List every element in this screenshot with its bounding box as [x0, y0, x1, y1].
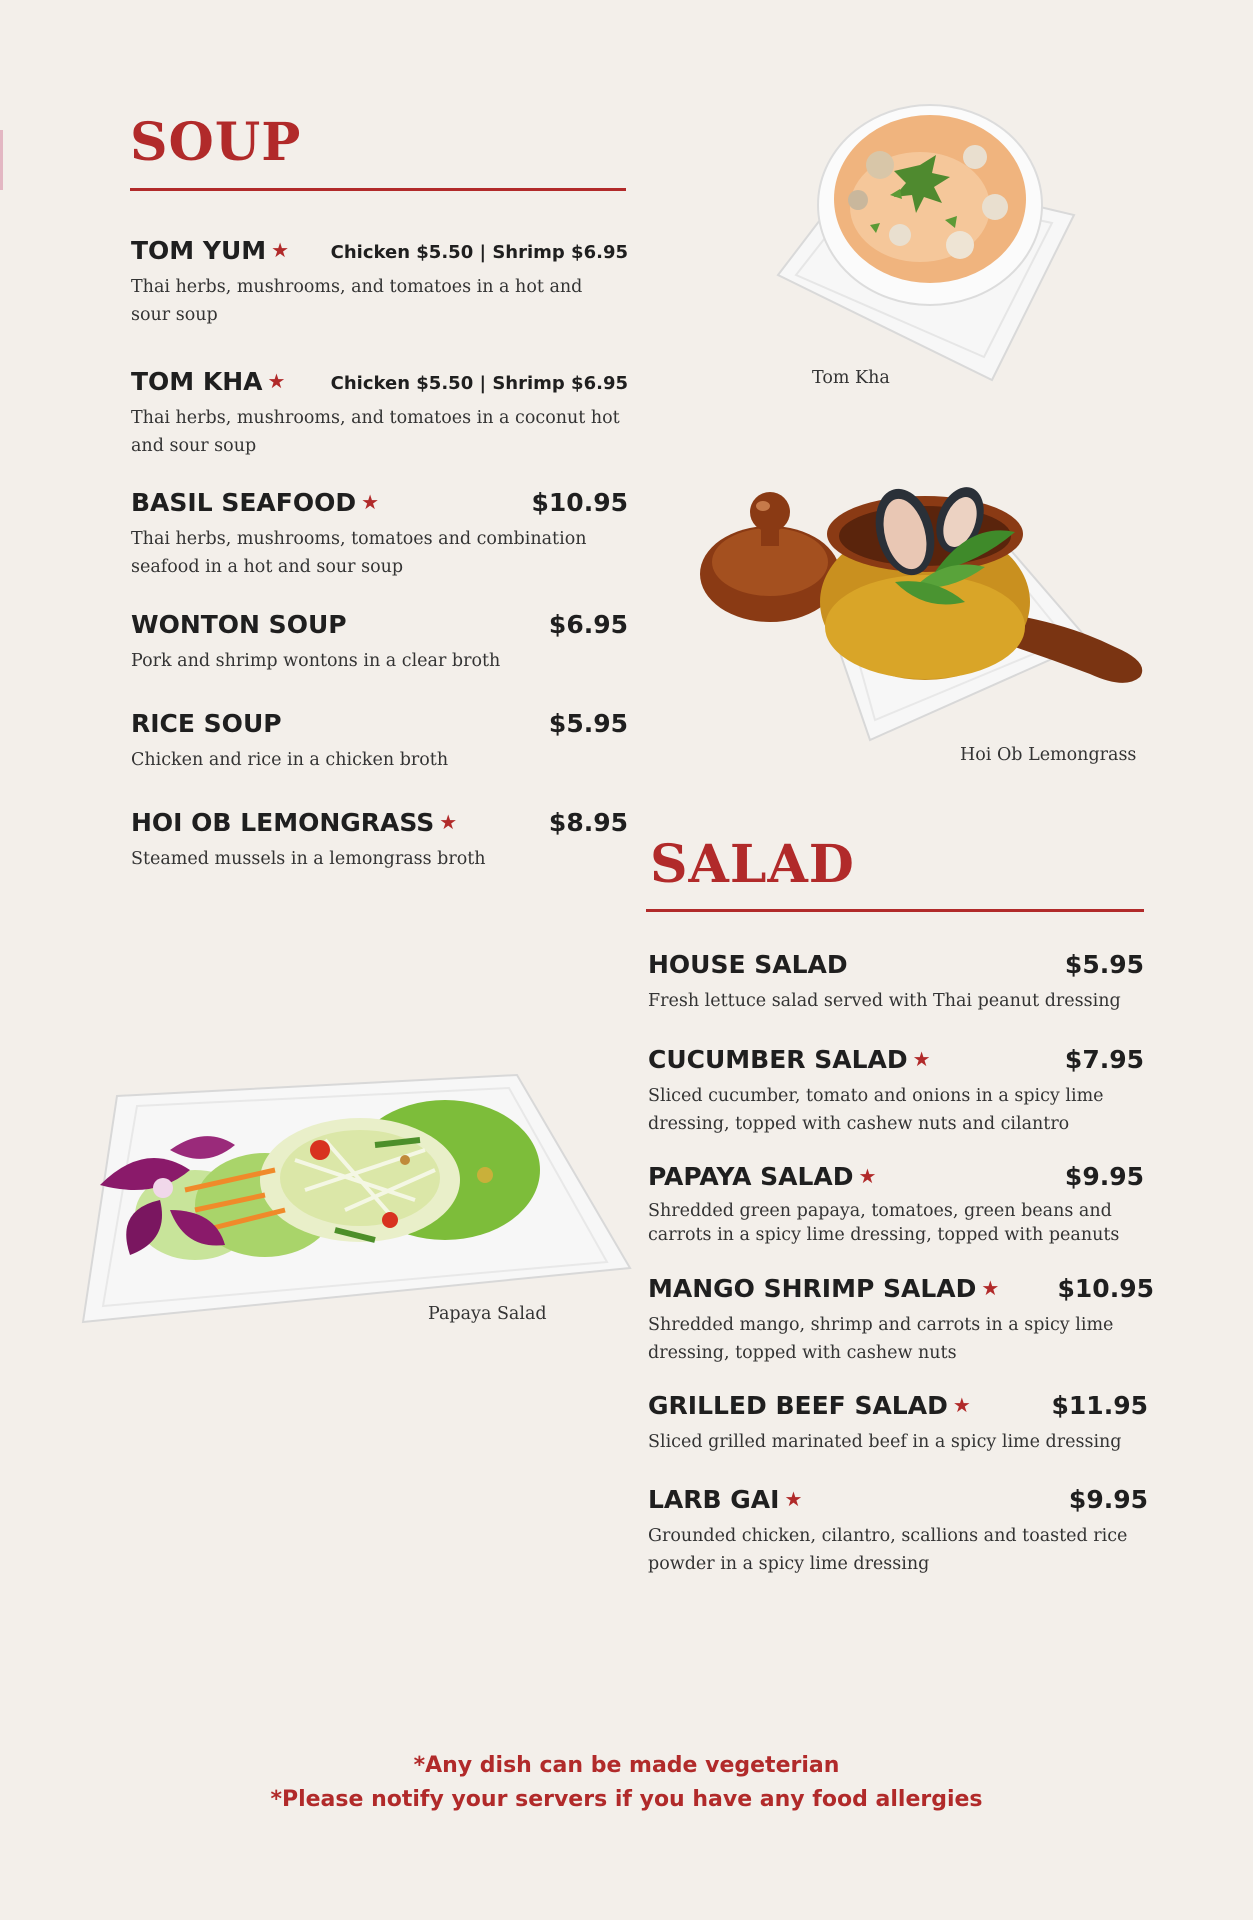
item-description: Pork and shrimp wontons in a clear broth	[131, 651, 501, 671]
item-price: Chicken $5.50 | Shrimp $6.95	[330, 373, 628, 394]
item-name: CUCUMBER SALAD	[648, 1045, 908, 1074]
item-price: $6.95	[548, 610, 628, 639]
item-description: Shredded mango, shrimp and carrots in a spicy lime dressing, topped with cashew nuts	[648, 1315, 1114, 1363]
item-name: PAPAYA SALAD	[648, 1162, 854, 1191]
item-price: $11.95	[1051, 1391, 1148, 1420]
menu-item-tom-kha	[131, 367, 628, 460]
menu-item-papaya-salad	[648, 1162, 1144, 1247]
tom-kha-caption: Tom Kha	[812, 368, 890, 388]
menu-item-rice-soup	[131, 709, 628, 774]
spicy-star-icon: ★	[858, 1164, 877, 1188]
item-name: WONTON SOUP	[131, 610, 347, 639]
spicy-star-icon: ★	[952, 1393, 971, 1417]
tom-kha-photo	[770, 95, 1080, 385]
item-description: Chicken and rice in a chicken broth	[131, 750, 449, 770]
salad-title: SALAD	[650, 834, 855, 895]
item-description: Steamed mussels in a lemongrass broth	[131, 849, 486, 869]
spicy-star-icon: ★	[439, 810, 458, 834]
menu-item-larb-gai	[648, 1485, 1148, 1578]
spicy-star-icon: ★	[912, 1047, 931, 1071]
soup-divider	[130, 188, 626, 191]
item-price: $5.95	[548, 709, 628, 738]
spicy-star-icon: ★	[981, 1276, 1000, 1300]
item-description: Grounded chicken, cilantro, scallions and toasted rice powder in a spicy lime dressing	[648, 1526, 1128, 1574]
item-description: Shredded green papaya, tomatoes, green beans and carrots in a spicy lime dressing, topped with peanuts	[648, 1201, 1120, 1245]
item-price: $8.95	[548, 808, 628, 837]
item-price: $10.95	[531, 488, 628, 517]
item-price: $7.95	[1064, 1045, 1144, 1074]
item-name: GRILLED BEEF SALAD	[648, 1391, 948, 1420]
item-description: Sliced grilled marinated beef in a spicy lime dressing	[648, 1432, 1122, 1452]
salad-divider	[646, 909, 1144, 912]
item-name: TOM YUM	[131, 236, 267, 265]
item-price: Chicken $5.50 | Shrimp $6.95	[330, 242, 628, 263]
item-price: $5.95	[1064, 950, 1144, 979]
item-price: $9.95	[1068, 1485, 1148, 1514]
item-name: RICE SOUP	[131, 709, 282, 738]
item-description: Fresh lettuce salad served with Thai peanut dressing	[648, 991, 1121, 1011]
spicy-star-icon: ★	[271, 238, 290, 262]
page-edge-mark	[0, 130, 3, 190]
papaya-salad-photo	[75, 1070, 635, 1332]
vegetarian-note: *Any dish can be made vegeterian	[413, 1753, 840, 1778]
spicy-star-icon: ★	[267, 369, 286, 393]
item-name: TOM KHA	[131, 367, 263, 396]
menu-item-cucumber-salad	[648, 1045, 1144, 1138]
menu-item-hoi-ob-lemongrass	[131, 808, 628, 873]
item-name: BASIL SEAFOOD	[131, 488, 357, 517]
item-price: $9.95	[1064, 1162, 1144, 1191]
spicy-star-icon: ★	[361, 490, 380, 514]
papaya-salad-caption: Papaya Salad	[428, 1304, 547, 1324]
hoi-ob-lemongrass-caption: Hoi Ob Lemongrass	[960, 745, 1137, 765]
item-name: HOI OB LEMONGRASS	[131, 808, 435, 837]
menu-item-house-salad	[648, 950, 1144, 1015]
item-name: LARB GAI	[648, 1485, 780, 1514]
item-description: Thai herbs, mushrooms, and tomatoes in a coconut hot and sour soup	[131, 408, 620, 456]
item-price: $10.95	[1057, 1274, 1154, 1303]
menu-item-mango-shrimp-salad	[648, 1274, 1154, 1367]
menu-item-wonton-soup	[131, 610, 628, 675]
soup-title: SOUP	[130, 112, 302, 173]
spicy-star-icon: ★	[784, 1487, 803, 1511]
menu-item-tom-yum	[131, 236, 628, 329]
item-name: MANGO SHRIMP SALAD	[648, 1274, 977, 1303]
hoi-ob-lemongrass-photo	[695, 462, 1155, 747]
menu-item-basil-seafood	[131, 488, 628, 581]
menu-item-grilled-beef-salad	[648, 1391, 1148, 1456]
item-description: Thai herbs, mushrooms, tomatoes and combination seafood in a hot and sour soup	[131, 529, 587, 577]
item-name: HOUSE SALAD	[648, 950, 848, 979]
item-description: Thai herbs, mushrooms, and tomatoes in a hot and sour soup	[131, 277, 583, 325]
allergy-note: *Please notify your servers if you have any food allergies	[270, 1787, 983, 1812]
item-description: Sliced cucumber, tomato and onions in a spicy lime dressing, topped with cashew nuts and cilantro	[648, 1086, 1104, 1134]
